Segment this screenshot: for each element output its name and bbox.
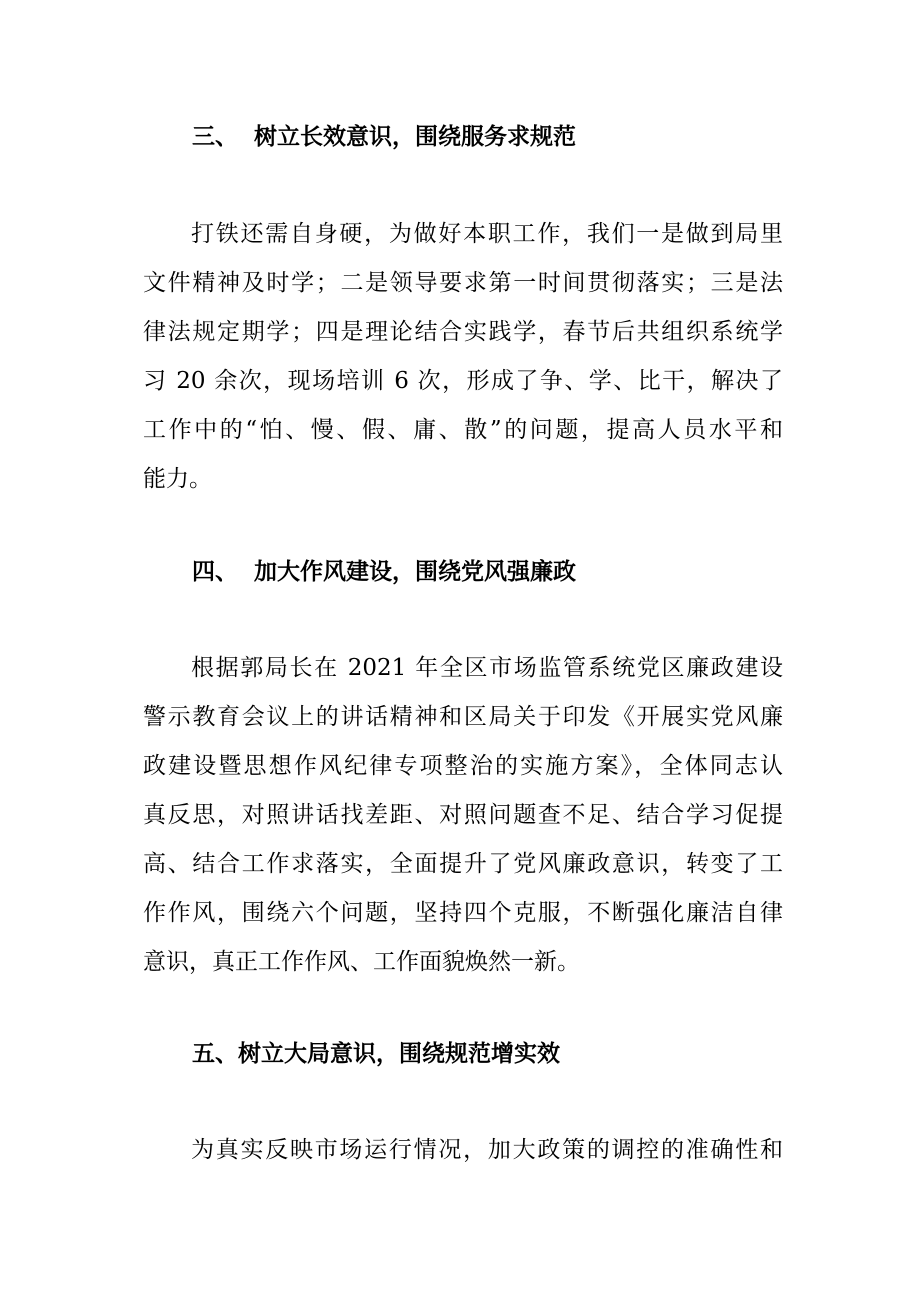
section-paragraph-3	[143, 210, 783, 504]
section-heading-4: 四、 加大作风建设，围绕党风强廉政	[192, 558, 577, 585]
paragraph-line: 警示教育会议上的讲话精神和区局关于印发《开展实党风廉	[143, 704, 783, 730]
paragraph-line: 打铁还需自身硬，为做好本职工作，我们一是做到局里	[191, 221, 783, 247]
paragraph-line: 根据郭局长在 2021 年全区市场监管系统党区廉政建设	[191, 655, 783, 681]
paragraph-line: 高、结合工作求落实，全面提升了党风廉政意识，转变了工	[143, 851, 783, 877]
section-paragraph-4	[143, 644, 783, 987]
paragraph-line: 政建设暨思想作风纪律专项整治的实施方案》，全体同志认	[143, 753, 783, 779]
paragraph-line: 律法规定期学；四是理论结合实践学，春节后共组织系统学	[143, 319, 783, 345]
section-paragraph-5	[143, 1126, 783, 1175]
paragraph-line: 为真实反映市场运行情况，加大政策的调控的准确性和	[191, 1137, 783, 1163]
section-heading-3: 三、 树立长效意识，围绕服务求规范	[192, 123, 577, 150]
paragraph-line: 习 20 余次，现场培训 6 次，形成了争、学、比干，解决了	[143, 368, 783, 394]
section-heading-5: 五、树立大局意识，围绕规范增实效	[192, 1040, 560, 1067]
paragraph-line: 工作中的“怕、慢、假、庸、散”的问题，提高人员水平和	[143, 417, 783, 443]
paragraph-line: 能力。	[143, 466, 212, 492]
paragraph-line: 作作风，围绕六个问题，坚持四个克服，不断强化廉洁自律	[143, 900, 783, 926]
paragraph-line: 意识，真正工作作风、工作面貌焕然一新。	[143, 949, 580, 975]
paragraph-line: 文件精神及时学；二是领导要求第一时间贯彻落实；三是法	[143, 270, 783, 296]
paragraph-line: 真反思，对照讲话找差距、对照问题查不足、结合学习促提	[143, 802, 783, 828]
